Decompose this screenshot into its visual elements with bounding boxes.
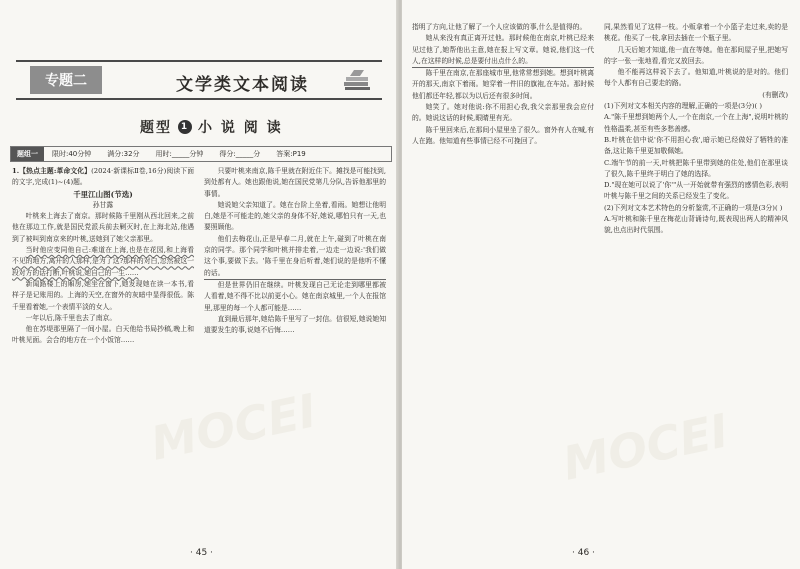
paragraph: 同,果然看见了这样一枝。小贩拿着一个小篮子走过来,卖的是桃花。他买了一枝,拿回去插在一个瓶子里。 (604, 23, 788, 43)
topic-tab: 专题二 (30, 66, 102, 94)
paragraph: 新闻路楼上的厢房,她坐在窗下,她发现她在读一本书,看样子是记账用的。上海的天空,在窗外的灰暗中显得很低。陈千里看着她,一个表情平淡的女人。 (12, 279, 194, 311)
paragraph: 几天后她才知道,他一直在等她。他在那间屋子里,把她写的字一张一张地看,看完又放回去。 (604, 45, 788, 65)
page-number: · 46 · (572, 548, 595, 558)
books-icon (342, 68, 372, 92)
option: A.写叶桃和陈千里在梅花山背诵诗句,既表现出两人的精神风貌,也点出时代氛围。 (604, 215, 788, 235)
paragraph: 她笑了。她对他说:你不用担心我,我父亲那里我会应付的。她说这话的时候,眼睛里有光。 (412, 103, 594, 123)
paragraph: 他在苏堤那里隔了一间小屋。白天他给书局抄稿,晚上和叶桃见面。会合的地方在一个小饭馆…… (12, 325, 194, 345)
paragraph: 直到最后那年,她给陈千里写了一封信。信很短,她说她知道要发生的事,说她不后悔…… (204, 314, 386, 335)
page-number: · 45 · (190, 548, 213, 558)
info-field: 得分:_____分 (219, 150, 261, 158)
end-note: (有删改) (762, 90, 788, 99)
paragraph: 当时他应变同他自己:难道在上海,也是在花园,和上海看不见的地方,离开的人那样,是为了这?那样的对白,忽然被这一段对方的话打断,叶桃说,她自己的一生…… (12, 246, 194, 277)
question: (1)下列对文本相关内容的理解,正确的一项是(3分)( ) (604, 102, 763, 111)
paragraph: 她从来没有真正离开过他。那时候他在南京,叶桃已经来见过他了,她帮他出主意,她在报上写文章。她说,他们这一代人,在这样的时候,总是要付出点什么的。 (412, 33, 594, 68)
option: C.端午节的前一天,叶桃把陈千里带到她的住处,他们在那里谈了很久,陈千里终于明白了她的选择。 (604, 158, 788, 178)
info-field: 答案:P19 (276, 150, 306, 158)
option: D."现在她可以说了'你'"从一开始就带有强烈的感情色彩,表明叶桃与陈千里之间的关系已经发生了变化。 (604, 181, 788, 201)
group-tag: 题组一 (11, 147, 44, 161)
left-page (0, 0, 398, 569)
paragraph: 叶桃来上海去了南京。那时候陈千里刚从西北回来,之前他在那边工作,就是国民党派兵前去剿灭时,在上海北站,他遇到了被叫到南京来的叶桃,送她到了她父亲那里。 (12, 212, 194, 243)
subtitle-prefix: 题型 (140, 120, 172, 136)
info-bar (10, 146, 392, 162)
subtitle-text: 小 说 阅 读 (198, 120, 283, 136)
column-1 (12, 166, 194, 544)
paragraph: 他不能再这样说下去了。他知道,叶桃说的是对的。他们每个人都有自己要走的路。 (604, 68, 788, 88)
topic-title: 文学类文本阅读 (176, 75, 309, 95)
paragraph: 指明了方向,让他了解了一个人应该做的事,什么是值得的。 (412, 23, 587, 31)
watermark: MOCEI (558, 403, 733, 491)
question: (2)下列对文本艺术特色的分析鉴赏,不正确的一项是(3分)( ) (604, 203, 783, 212)
paragraph: 他们去梅花山,正是早春二月,就在上午,碰到了叶桃在南京的同学。那个同学和叶桃并排走着,一边走一边说:'我们做这个事,要做下去。'陈千里在身后听着,她们说的是他听不懂的话。 (204, 234, 386, 280)
paragraph: 她说她父亲知道了。她在台阶上坐着,看雨。她想让他明白,她是不可能走的,她父亲的身体不好,她说,哪怕只有一天,也要照顾他。 (204, 200, 386, 232)
paragraph: 陈千里回来后,在那间小屋里坐了很久。窗外有人在喊,有人在跑。他知道有些事情已经不可挽回了。 (412, 125, 594, 145)
story-title: 千里江山图(节选) (73, 189, 133, 199)
info-field: 限时:40分钟 (52, 150, 92, 158)
paragraph: 一年以后,陈千里也去了南京。 (25, 313, 117, 322)
story-author: 孙甘露 (92, 200, 114, 209)
option: B.叶桃在信中说'你不用担心我',暗示她已经做好了牺牲的准备,这让陈千里更加敬佩她。 (604, 135, 788, 156)
subtitle-number: 1 (178, 120, 192, 134)
watermark: MOCEI (146, 383, 321, 471)
topic-banner (16, 60, 382, 100)
info-field: 用时:_____分钟 (155, 150, 204, 158)
option: A."陈千里想到她两个人,一个在南京,一个在上海",说明叶桃的性格温柔,甚至有些多愁善感。 (604, 113, 788, 133)
paragraph: 陈千里在南京,在那座城市里,他常常想到她。想到叶桃离开的那天,南京下着雨。她穿着一件旧的旗袍,在车站。那时候他们都还年轻,都以为以后还有很多时间。 (412, 69, 594, 100)
column-2 (204, 166, 386, 544)
paragraph: 只要叶桃来南京,陈千里就在附近住下。摊找是可能找到,到处都有人。她也跟他说,她在国民党第几分队,告诉他那里的事情。 (204, 167, 386, 198)
question-heading: 1.【热点主题:革命文化】(2024·新课标Ⅱ卷,16分)阅读下面的文字,完成(1)~(4)题。 (12, 167, 194, 187)
info-field: 满分:32分 (107, 150, 140, 158)
right-page (402, 0, 800, 569)
paragraph: 但是世界仍旧在继续。叶桃发现自己无论走到哪里都被人看着,她不得不比以前更小心。她在南京城里,一个人在报馆里,那里的每一个人都可能是…… (204, 280, 386, 312)
section-subtitle (140, 117, 283, 137)
